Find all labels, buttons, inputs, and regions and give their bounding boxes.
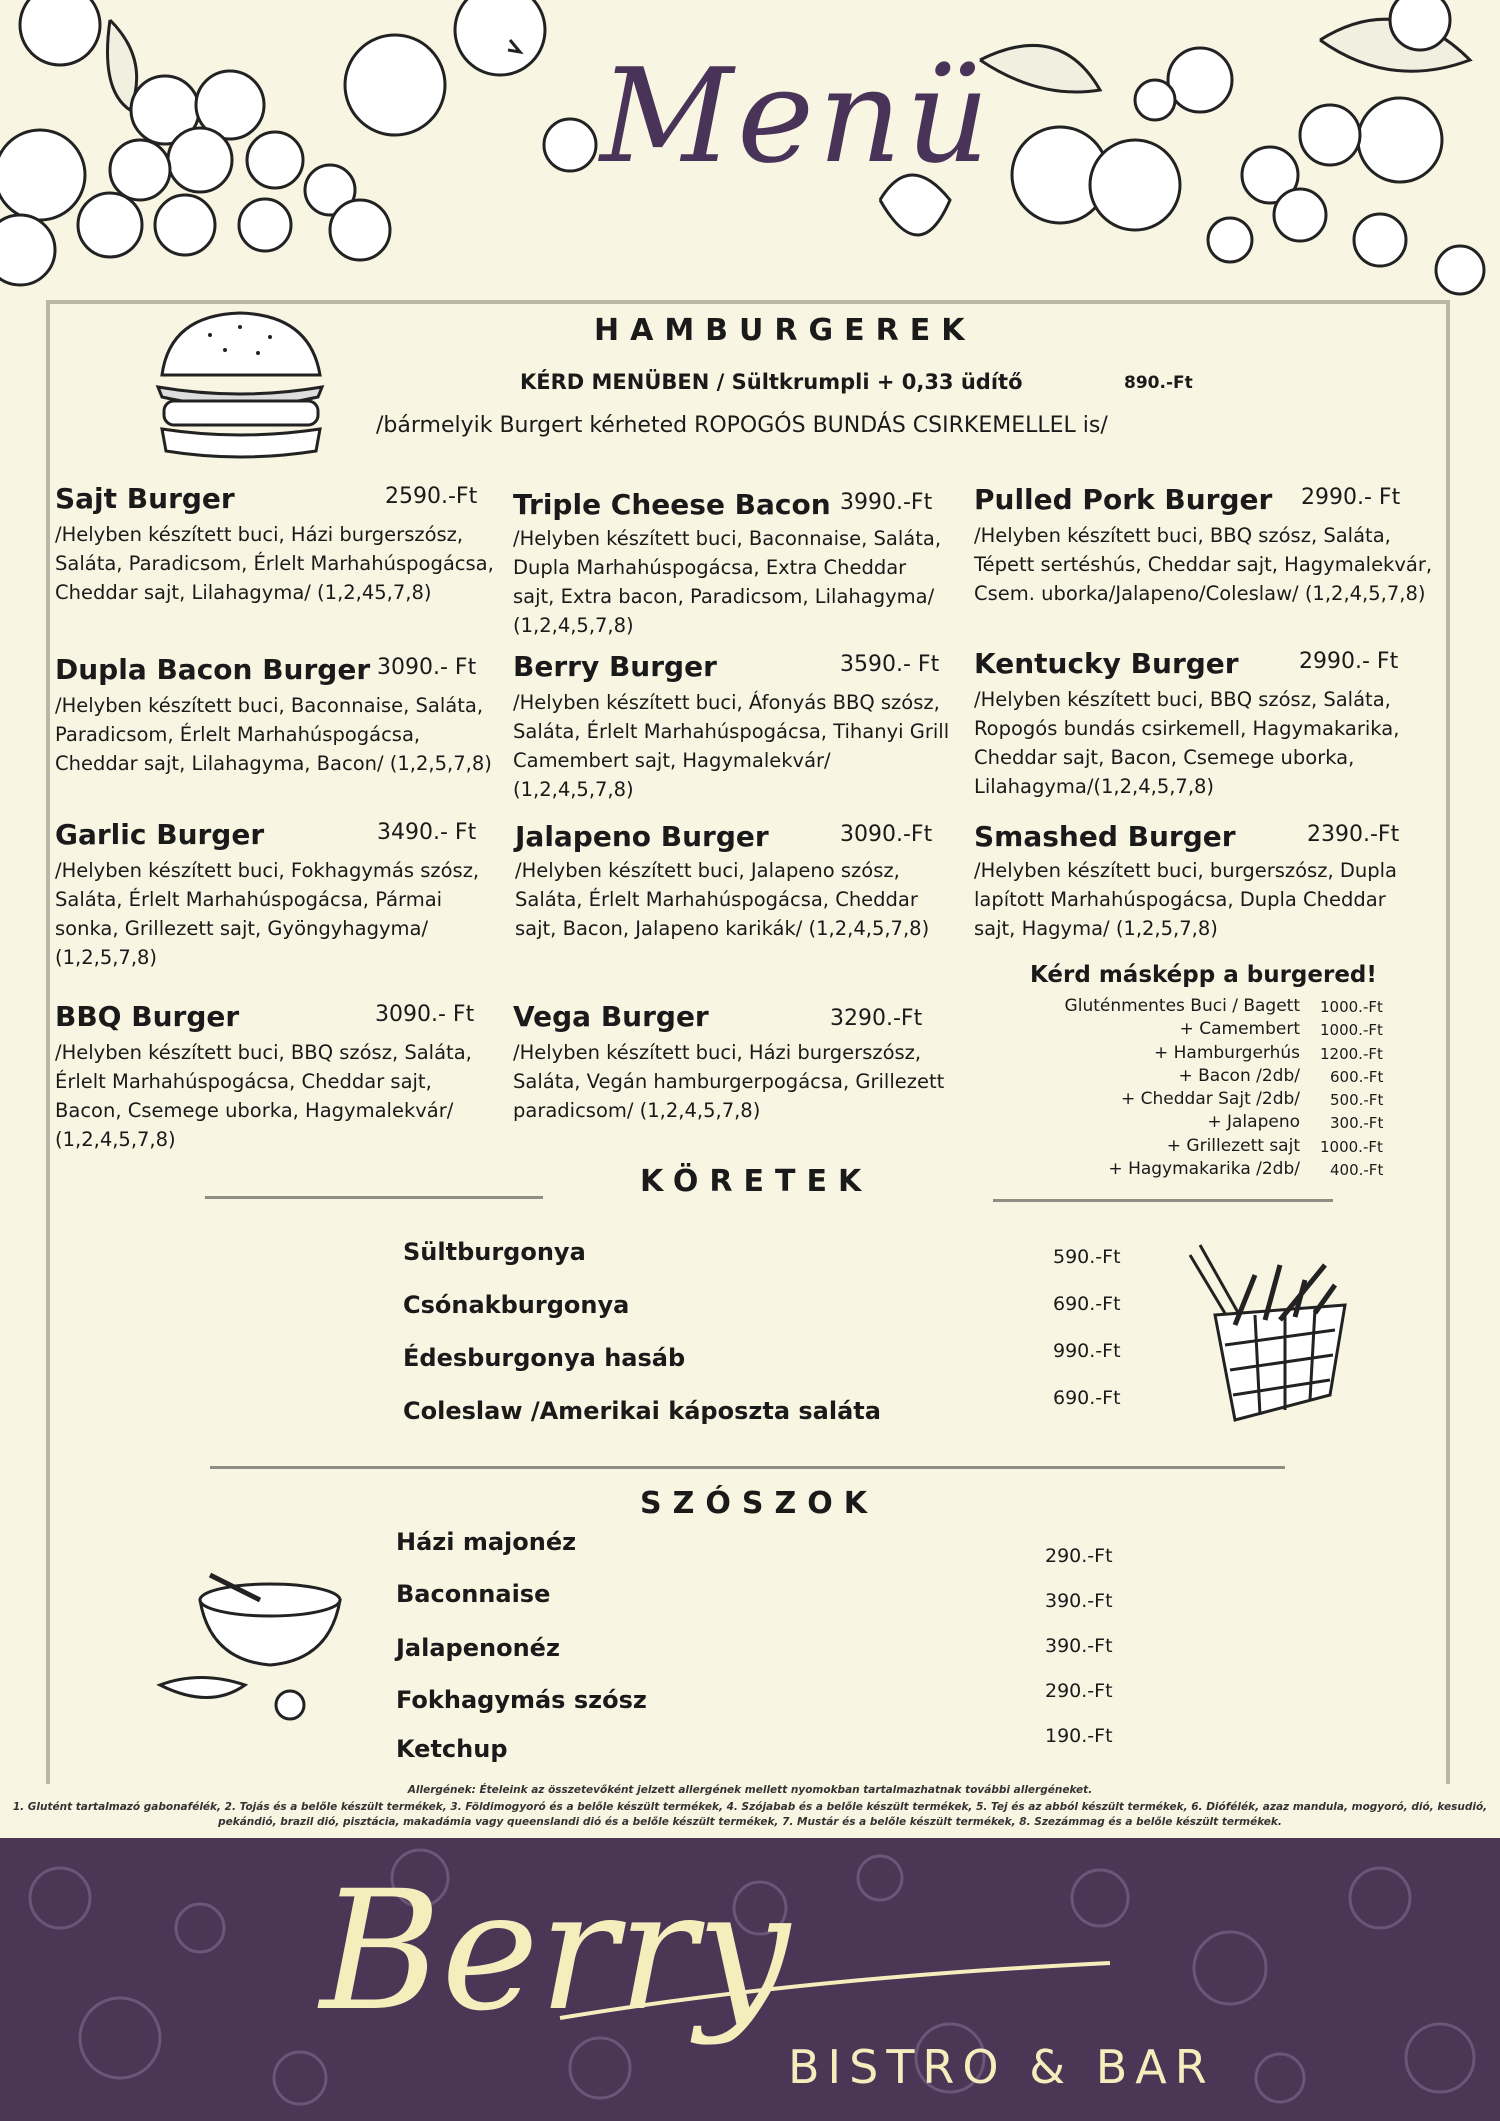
sauces-title: SZÓSZOK — [640, 1486, 878, 1521]
sauce-price: 390.-Ft — [1045, 1590, 1113, 1612]
extra-price: 400.-Ft — [1330, 1161, 1384, 1180]
burger-description: /Helyben készített buci, Baconnaise, Saláta, Paradicsom, Érlelt Marhahúspogácsa, Cheddar sajt, Lilahagyma, Bacon/ (1,2,5,7,8) — [55, 694, 492, 775]
side-name: Édesburgonya hasáb — [403, 1344, 686, 1372]
burger-name: BBQ Burger — [55, 1000, 240, 1033]
sauce-name: Fokhagymás szósz — [396, 1686, 647, 1714]
burger-price: 2390.-Ft — [1307, 822, 1400, 847]
burger-description: /Helyben készített buci, Fokhagymás szósz, Saláta, Érlelt Marhahúspogácsa, Pármai sonka, Grillezett sajt, Gyöngyhagyma/ (1,2,5,7,8) — [55, 859, 480, 969]
burger-price: 3590.- Ft — [840, 652, 940, 677]
extra-name: + Grillezett sajt — [1166, 1135, 1300, 1156]
extra-name: + Camembert — [1179, 1019, 1300, 1040]
burger-description: /Helyben készített buci, Házi burgerszósz, Saláta, Paradicsom, Érlelt Marhahúspogácsa, Cheddar sajt, Lilahagyma/ (1,2,45,7,8) — [55, 523, 494, 604]
burger-price: 2990.- Ft — [1301, 485, 1401, 510]
side-name: Csónakburgonya — [403, 1291, 630, 1319]
burger-description: /Helyben készített buci, burgerszósz, Dupla lapított Marhahúspogácsa, Dupla Cheddar sajt, Hagyma/ (1,2,5,7,8) — [974, 859, 1397, 940]
chicken-note: /bármelyik Burgert kérheted ROPOGÓS BUNDÁS CSIRKEMELLEL is/ — [376, 413, 1108, 438]
extra-row — [1000, 1136, 1400, 1159]
extra-price: 300.-Ft — [1330, 1114, 1384, 1133]
extra-name: + Jalapeno — [1207, 1112, 1300, 1133]
sauce-price: 390.-Ft — [1045, 1635, 1113, 1657]
burger-name: Berry Burger — [513, 650, 717, 683]
brand-logo: Berry — [320, 1855, 790, 2047]
burger-price: 3090.- Ft — [375, 1002, 475, 1027]
extra-price: 500.-Ft — [1330, 1091, 1384, 1110]
sauce-price: 290.-Ft — [1045, 1545, 1113, 1567]
burger-name: Garlic Burger — [55, 818, 265, 851]
extra-row — [1000, 1043, 1400, 1066]
extra-price: 600.-Ft — [1330, 1067, 1384, 1086]
burger-description: /Helyben készített buci, BBQ szósz, Saláta, Érlelt Marhahúspogácsa, Cheddar sajt, Bacon, Csemege uborka, Hagymalekvár/ (1,2,4,5,7,8) — [55, 1041, 472, 1151]
divider — [210, 1466, 1285, 1469]
burger-name: Pulled Pork Burger — [974, 483, 1273, 516]
extra-name: Gluténmentes Buci / Bagett — [1064, 996, 1300, 1016]
burger-name: Sajt Burger — [55, 482, 235, 515]
extra-row — [1000, 1112, 1400, 1135]
sauce-price: 190.-Ft — [1045, 1725, 1113, 1747]
extras-list — [1000, 996, 1400, 1182]
menu-offer-price: 890.-Ft — [1124, 373, 1193, 393]
extra-name: + Cheddar Sajt /2db/ — [1121, 1089, 1300, 1110]
extra-price: 1000.-Ft — [1320, 1137, 1383, 1156]
extra-row — [1000, 1066, 1400, 1089]
extra-price: 1200.-Ft — [1320, 1044, 1383, 1063]
side-name: Coleslaw /Amerikai káposzta saláta — [403, 1397, 881, 1425]
divider — [205, 1196, 543, 1199]
sauce-name: Ketchup — [396, 1735, 508, 1763]
menu-offer: KÉRD MENÜBEN / Sültkrumpli + 0,33 üdítő — [520, 370, 1023, 394]
extra-name: + Hagymakarika /2db/ — [1108, 1159, 1300, 1180]
extra-price: 1000.-Ft — [1320, 1021, 1383, 1040]
burger-price: 3490.- Ft — [377, 820, 477, 845]
sauce-price: 290.-Ft — [1045, 1680, 1113, 1702]
burger-description: /Helyben készített buci, BBQ szósz, Saláta, Tépett sertéshús, Cheddar sajt, Hagymalekvár, Csem. uborka/Jalapeno/Coleslaw/ (1,2,4,5,7,8) — [974, 524, 1433, 605]
burger-name: Smashed Burger — [974, 820, 1236, 853]
side-price: 590.-Ft — [1053, 1246, 1121, 1268]
burger-name: Kentucky Burger — [974, 647, 1239, 680]
sauce-name: Házi majonéz — [396, 1528, 577, 1556]
burger-price: 3090.- Ft — [377, 655, 477, 680]
brand-tagline: BISTRO & BAR — [788, 2040, 1215, 2094]
burger-icon — [150, 305, 330, 465]
burger-description: /Helyben készített buci, BBQ szósz, Saláta, Ropogós bundás csirkemell, Hagymakarika, Cheddar sajt, Bacon, Csemege uborka, Lilahagyma/(1,2,4,5,7,8) — [974, 688, 1400, 798]
burger-name: Dupla Bacon Burger — [55, 653, 371, 686]
extra-name: + Bacon /2db/ — [1178, 1065, 1300, 1086]
burger-price: 3290.-Ft — [830, 1006, 923, 1031]
extras-title: Kérd másképp a burgered! — [1030, 962, 1377, 988]
hamburgers-title: HAMBURGEREK — [594, 313, 976, 348]
page-title: Menü — [600, 40, 994, 192]
burger-price: 3090.-Ft — [840, 822, 933, 847]
extra-row — [1000, 1089, 1400, 1112]
burger-description: /Helyben készített buci, Házi burgerszósz, Saláta, Vegán hamburgerpogácsa, Grillezett paradicsom/ (1,2,4,5,7,8) — [513, 1041, 945, 1122]
sauce-bowl-icon — [150, 1560, 350, 1740]
burger-name: Jalapeno Burger — [515, 820, 769, 853]
burger-description: /Helyben készített buci, Áfonyás BBQ szósz, Saláta, Érlelt Marhahúspogácsa, Tihanyi Grill Camembert sajt, Hagymalekvár/ (1,2,4,5,7,8) — [513, 691, 950, 801]
allergen-note: Allergének: Ételeink az összetevőként jelzett allergének mellett nyomokban tartalmazhatnak további allergéneket. — [407, 1784, 1093, 1796]
side-name: Sültburgonya — [403, 1238, 586, 1266]
fries-basket-icon — [1185, 1235, 1355, 1435]
burger-name: Vega Burger — [513, 1000, 709, 1033]
extra-price: 1000.-Ft — [1320, 998, 1383, 1016]
burger-price: 2590.-Ft — [385, 484, 478, 509]
side-price: 690.-Ft — [1053, 1387, 1121, 1409]
burger-price: 3990.-Ft — [840, 490, 933, 515]
extra-row — [1000, 1019, 1400, 1042]
allergen-list: 1. Glutént tartalmazó gabonafélék, 2. Tojás és a belőle készült termékek, 3. Földimogyoró és a belőle készült termékek, 4. Szójabab és a belőle készült termékek, 5. Tej és az abból készült termékek, 6. Diófélék, azaz mandula, mogyoró, dió, kesudió, — [12, 1801, 1488, 1813]
extra-row — [1000, 1159, 1400, 1182]
burger-price: 2990.- Ft — [1299, 649, 1399, 674]
burger-description: /Helyben készített buci, Jalapeno szósz, Saláta, Érlelt Marhahúspogácsa, Cheddar sajt, Bacon, Jalapeno karikák/ (1,2,4,5,7,8) — [515, 859, 930, 940]
sauce-name: Jalapenonéz — [396, 1634, 560, 1662]
side-price: 690.-Ft — [1053, 1293, 1121, 1315]
allergen-list-cont: pekándió, brazil dió, pisztácia, makadámia vagy queenslandi dió és a belőle készült termékek, 7. Mustár és a belőle készült termékek, 8. Szezámmag és a belőle készült termékek. — [218, 1816, 1282, 1828]
divider — [993, 1199, 1333, 1202]
header-fruit-illustration — [0, 0, 1500, 300]
sauce-name: Baconnaise — [396, 1580, 551, 1608]
burger-description: /Helyben készített buci, Baconnaise, Saláta, Dupla Marhahúspogácsa, Extra Cheddar sajt, Extra bacon, Paradicsom, Lilahagyma/ (1,2,4,5,7,8) — [513, 527, 942, 637]
extra-name: + Hamburgerhús — [1153, 1042, 1300, 1063]
sides-title: KÖRETEK — [640, 1164, 873, 1199]
extra-row — [1000, 996, 1400, 1019]
side-price: 990.-Ft — [1053, 1340, 1121, 1362]
burger-name: Triple Cheese Bacon — [513, 488, 831, 521]
